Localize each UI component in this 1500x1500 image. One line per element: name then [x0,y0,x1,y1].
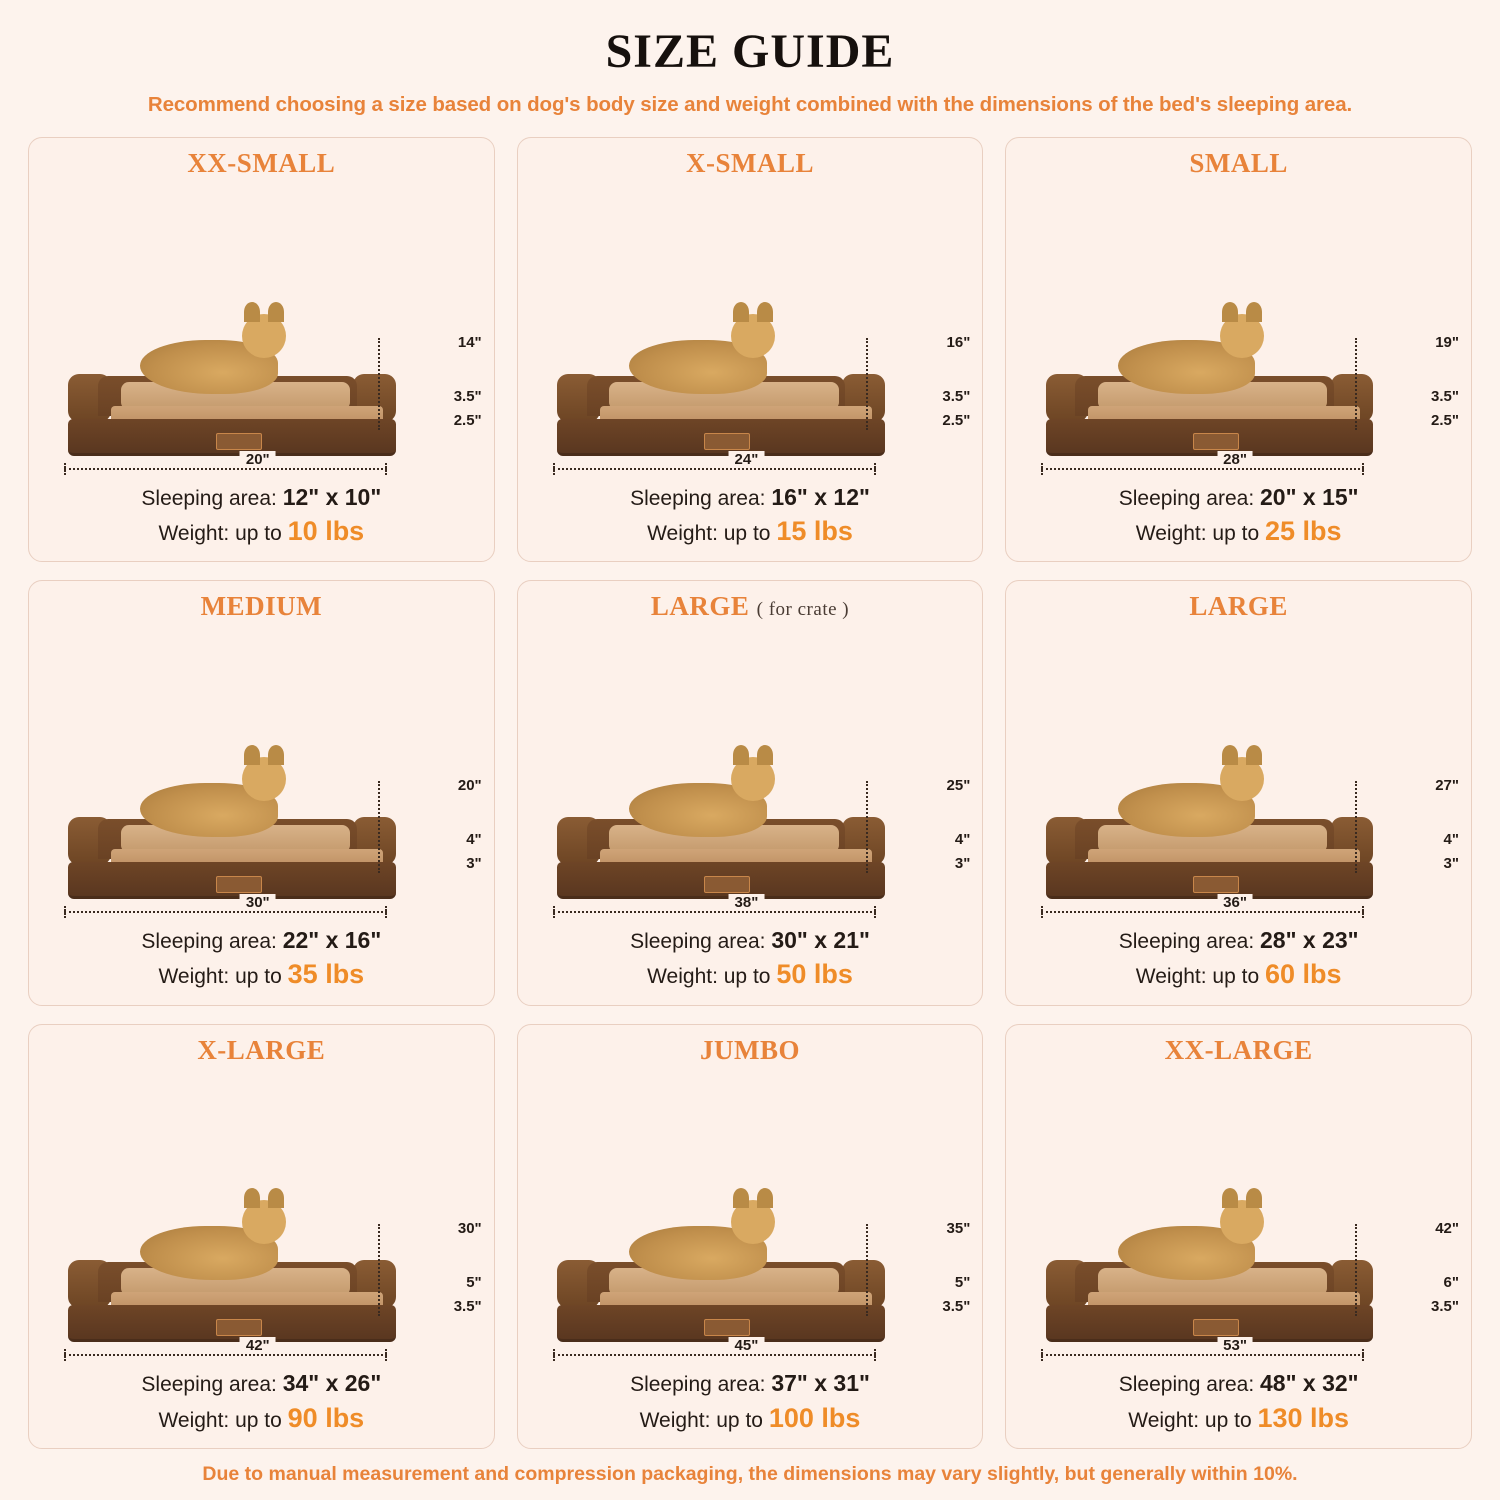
size-card [517,580,984,1005]
weight-value: 15 lbs [776,515,853,546]
dog-bed-graphic [1046,370,1374,456]
size-name: JUMBO [699,1034,800,1065]
bed-brand-tag [704,1319,750,1336]
bed-brand-tag [216,876,262,893]
dimension-mid-height: 5" [466,1274,482,1292]
size-card-title [197,1035,325,1066]
weight-label: Weight: up to [647,965,771,989]
dimension-width: 36" [1217,894,1253,911]
pet-ear-right [268,302,284,322]
weight-line [37,1400,486,1436]
bed-illustration [526,624,975,923]
bed-brand-tag [704,876,750,893]
dog-bed-graphic [68,813,396,899]
width-dimension-line [64,911,387,913]
pet-ear-left [733,1188,749,1208]
weight-label: Weight: up to [639,1408,763,1432]
pet-graphic-french-bulldog [1118,340,1256,394]
weight-line [37,513,486,549]
weight-value: 50 lbs [776,959,853,990]
dimension-total-height: 27" [1435,776,1459,794]
size-name: XX-LARGE [1164,1034,1313,1065]
bed-illustration [37,1068,486,1367]
pet-head [1220,314,1264,358]
size-name: LARGE [650,591,750,622]
pet-ear-left [244,745,260,765]
height-dimensions [374,775,482,895]
dimension-low-height: 2.5" [942,411,971,429]
bed-illustration [37,181,486,480]
width-dimension-line [1041,911,1364,913]
dimension-width: 53" [1217,1337,1253,1354]
sleeping-area-value: 28" x 23" [1260,926,1359,953]
sleeping-area-line [1014,925,1463,956]
sleeping-area-value: 20" x 15" [1260,483,1359,510]
page-title: SIZE GUIDE [605,25,895,78]
height-dimensions [1351,1218,1459,1338]
sleeping-area-value: 22" x 16" [282,926,382,953]
dimension-total-height: 30" [457,1220,482,1238]
weight-line [1014,1400,1463,1436]
width-dimension-line [553,911,876,913]
bed-illustration [1014,1068,1463,1367]
dimension-low-height: 3.5" [453,1298,482,1316]
size-card-title [700,1035,800,1066]
dog-bed-graphic [1046,813,1374,899]
sleeping-area-line [526,1368,975,1399]
bed-brand-tag [216,1319,262,1336]
dog-bed-graphic [68,1256,396,1342]
sleeping-area-label: Sleeping area: [1118,1373,1255,1397]
dimension-mid-height: 4" [954,830,971,848]
dimension-width: 45" [729,1337,765,1354]
size-card-grid [28,137,1472,1449]
pet-ear-right [1246,1188,1262,1208]
size-name: SMALL [1189,148,1288,178]
height-dimensions [862,332,970,452]
dimension-total-height: 25" [946,776,971,794]
weight-value: 60 lbs [1264,959,1342,990]
size-note: ( for crate ) [756,599,850,621]
weight-value: 25 lbs [1264,515,1342,546]
size-card [28,580,495,1005]
pet-head [731,314,775,358]
sleeping-area-label: Sleeping area: [141,929,277,953]
size-card-specs [1014,925,1463,993]
sleeping-area-label: Sleeping area: [141,486,277,510]
dimension-low-height: 2.5" [453,411,482,429]
dimension-low-height: 3" [954,854,971,872]
dimension-guide-line [866,1224,868,1316]
size-card-specs [37,482,486,550]
weight-value: 100 lbs [768,1402,861,1433]
weight-line [526,1400,975,1436]
pet-ear-right [757,1188,773,1208]
bed-brand-tag [1193,876,1239,893]
dog-bed-graphic [557,370,885,456]
weight-line [1014,513,1463,549]
weight-value: 35 lbs [287,959,365,990]
pet-ear-right [268,745,284,765]
pet-ear-right [757,745,773,765]
size-card-specs [37,1368,486,1436]
dimension-mid-height: 3.5" [942,387,971,405]
size-card [517,1024,984,1449]
size-name: LARGE [1189,591,1288,622]
height-dimensions [862,1218,970,1338]
height-dimensions [862,775,970,895]
pet-head [731,1200,775,1244]
bed-illustration [37,624,486,923]
bed-illustration [526,181,975,480]
dimension-mid-height: 3.5" [453,387,482,405]
width-dimension-line [64,468,387,470]
dimension-total-height: 35" [946,1220,971,1238]
dimension-low-height: 3.5" [942,1298,971,1316]
weight-value: 90 lbs [287,1402,365,1433]
sleeping-area-line [37,482,486,513]
sleeping-area-value: 12" x 10" [282,483,382,510]
size-card-specs [1014,482,1463,550]
pet-head [1220,1200,1264,1244]
bed-illustration [526,1068,975,1367]
bed-brand-tag [704,433,750,450]
dimension-mid-height: 4" [1443,830,1459,848]
pet-ear-left [1222,745,1238,765]
dimension-width: 30" [240,894,276,911]
weight-label: Weight: up to [1135,521,1260,545]
width-dimension-line [1041,468,1364,470]
dog-bed-graphic [557,813,885,899]
size-card-specs [526,1368,975,1436]
size-name: X-SMALL [685,148,814,178]
dimension-low-height: 2.5" [1431,411,1459,429]
weight-label: Weight: up to [1135,965,1260,989]
dimension-total-height: 42" [1435,1220,1459,1238]
dimension-low-height: 3" [1443,854,1459,872]
sleeping-area-label: Sleeping area: [1118,929,1255,953]
dimension-width: 28" [1217,451,1253,468]
pet-head [242,1200,286,1244]
width-dimension-line [1041,1354,1364,1356]
pet-head [242,314,286,358]
sleeping-area-value: 34" x 26" [282,1370,382,1397]
dog-bed-graphic [557,1256,885,1342]
dimension-total-height: 20" [457,776,482,794]
size-card [28,137,495,562]
weight-line [37,956,486,992]
pet-graphic-corgi [140,783,278,837]
size-card-title [651,591,849,622]
pet-head [1220,757,1264,801]
dimension-mid-height: 6" [1443,1274,1459,1292]
sleeping-area-label: Sleeping area: [1118,486,1255,510]
dimension-width: 42" [240,1337,276,1354]
dimension-total-height: 14" [457,333,482,351]
weight-line [526,956,975,992]
pet-head [242,757,286,801]
sleeping-area-line [1014,1368,1463,1399]
size-card-specs [37,925,486,993]
size-card-title [1189,591,1288,622]
size-card [1005,580,1472,1005]
sleeping-area-value: 30" x 21" [771,926,870,953]
size-card [28,1024,495,1449]
pet-ear-right [268,1188,284,1208]
bed-brand-tag [1193,433,1239,450]
dimension-total-height: 19" [1435,333,1459,351]
size-card-title [1165,1035,1313,1066]
bed-brand-tag [216,433,262,450]
pet-ear-left [244,1188,260,1208]
size-card-title [201,591,322,622]
height-dimensions [1351,775,1459,895]
pet-graphic-australian-shepherd [1118,783,1256,837]
width-dimension-line [553,468,876,470]
size-name: MEDIUM [200,591,323,622]
pet-graphic-shih-tzu [629,340,767,394]
pet-graphic-shiba-inu [629,783,767,837]
weight-label: Weight: up to [647,521,771,545]
pet-ear-right [1246,302,1262,322]
dimension-mid-height: 4" [466,830,482,848]
bed-illustration [1014,624,1463,923]
size-card-specs [1014,1368,1463,1436]
weight-line [526,513,975,549]
height-dimensions [374,1218,482,1338]
size-card-specs [526,482,975,550]
dimension-total-height: 16" [946,333,971,351]
weight-label: Weight: up to [158,965,282,989]
dimension-guide-line [866,781,868,873]
sleeping-area-label: Sleeping area: [630,486,766,510]
page-subtitle: Recommend choosing a size based on dog's body size and weight combined with the dimensions of the bed's sleeping area. [147,93,1353,116]
pet-ear-left [733,302,749,322]
dog-bed-graphic [68,370,396,456]
size-name: XX-SMALL [187,148,336,178]
size-card [1005,137,1472,562]
sleeping-area-value: 48" x 32" [1260,1370,1359,1397]
pet-ear-left [733,745,749,765]
size-card-specs [526,925,975,993]
bed-brand-tag [1193,1319,1239,1336]
size-card-title [686,148,814,179]
dog-bed-graphic [1046,1256,1374,1342]
dimension-guide-line [378,338,380,430]
size-card-title [1189,148,1288,179]
weight-line [1014,956,1463,992]
dimension-guide-line [1355,781,1357,873]
sleeping-area-line [526,482,975,513]
dimension-mid-height: 5" [954,1274,971,1292]
dimension-width: 24" [729,451,765,468]
sleeping-area-label: Sleeping area: [630,1373,766,1397]
sleeping-area-label: Sleeping area: [630,929,766,953]
dimension-width: 20" [240,451,276,468]
dimension-guide-line [1355,1224,1357,1316]
sleeping-area-line [37,1368,486,1399]
dimension-guide-line [1355,338,1357,430]
sleeping-area-line [526,925,975,956]
height-dimensions [1351,332,1459,452]
pet-head [731,757,775,801]
size-card-title [187,148,335,179]
sleeping-area-value: 37" x 31" [771,1370,870,1397]
height-dimensions [374,332,482,452]
bed-illustration [1014,181,1463,480]
pet-ear-right [1246,745,1262,765]
size-card [1005,1024,1472,1449]
pet-ear-left [1222,302,1238,322]
sleeping-area-line [37,925,486,956]
sleeping-area-label: Sleeping area: [141,1373,277,1397]
pet-graphic-cat [140,340,278,394]
size-name: X-LARGE [197,1034,326,1065]
width-dimension-line [64,1354,387,1356]
weight-label: Weight: up to [158,1408,282,1432]
dimension-guide-line [866,338,868,430]
sleeping-area-line [1014,482,1463,513]
dimension-guide-line [378,1224,380,1316]
dimension-guide-line [378,781,380,873]
footer-disclaimer: Due to manual measurement and compression packaging, the dimensions may vary slightly, but generally within 10%. [202,1463,1298,1485]
weight-label: Weight: up to [158,521,282,545]
weight-value: 130 lbs [1257,1402,1350,1433]
width-dimension-line [553,1354,876,1356]
sleeping-area-value: 16" x 12" [771,483,870,510]
size-card [517,137,984,562]
pet-ear-left [1222,1188,1238,1208]
dimension-low-height: 3.5" [1431,1298,1459,1316]
pet-ear-right [757,302,773,322]
dimension-low-height: 3" [466,854,482,872]
pet-ear-left [244,302,260,322]
weight-label: Weight: up to [1128,1408,1252,1432]
weight-value: 10 lbs [287,515,365,546]
dimension-mid-height: 3.5" [1431,387,1459,405]
dimension-width: 38" [729,894,765,911]
